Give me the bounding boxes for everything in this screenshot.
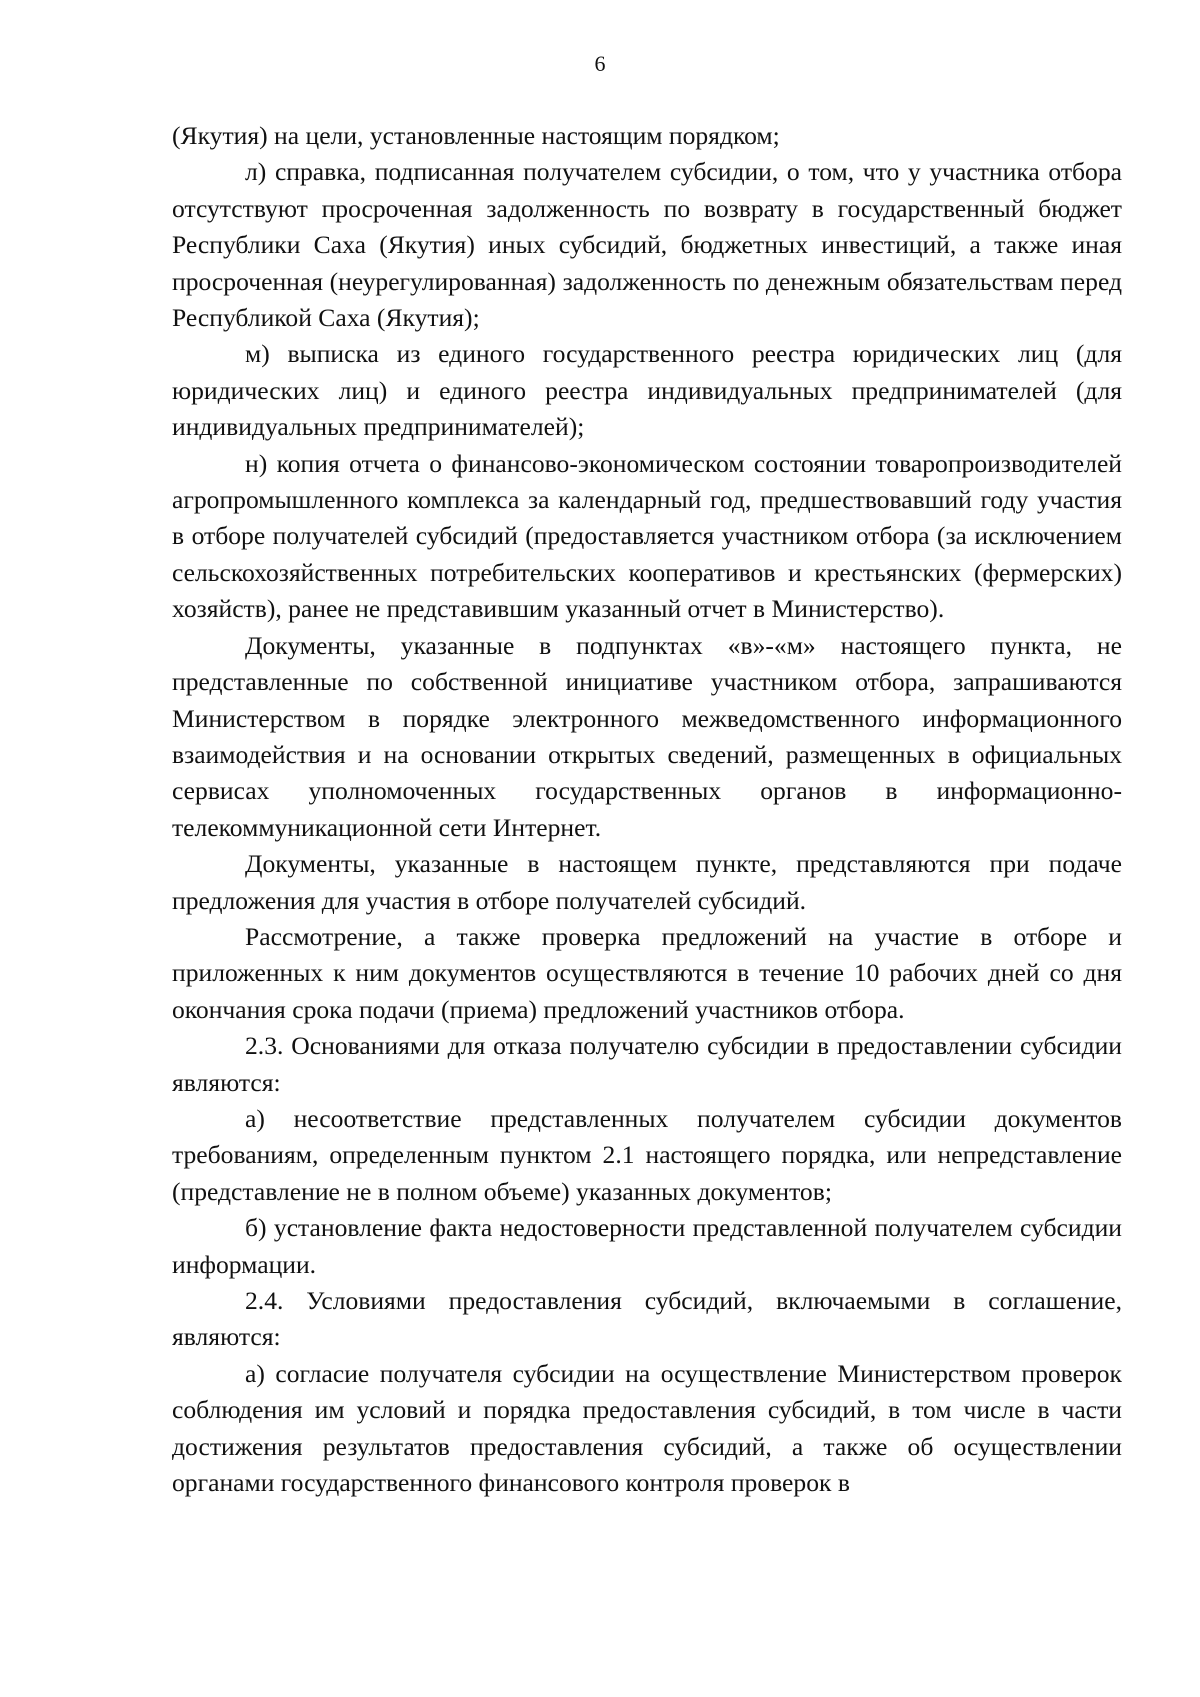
paragraph-documents-submitted: Документы, указанные в настоящем пункте, представляются при подаче предложения для участия в отборе получателей субсидий. bbox=[172, 849, 1122, 915]
paragraph-continuation: (Якутия) на цели, установленные настоящим порядком; bbox=[172, 121, 780, 150]
page-number: 6 bbox=[594, 51, 606, 76]
paragraph-item-2-3-a: а) несоответствие представленных получателем субсидии документов требованиям, определенным пунктом 2.1 настоящего порядка, или непредставление (представление не в полном объеме) указанных документов; bbox=[172, 1103, 1122, 1206]
paragraph-item-2-4-a: а) согласие получателя субсидии на осуществление Министерством проверок соблюдения им условий и порядка предоставления субсидий, в том числе в части достижения результатов предоставления субсидий, а также об осуществлении органами государственного финансового контроля проверок в bbox=[172, 1358, 1122, 1498]
paragraph-documents-requested: Документы, указанные в подпунктах «в»-«м» настоящего пункта, не представленные по собственной инициативе участником отбора, запрашиваются Министерством в порядке электронного межведомственного информационного взаимодействия и на основании открытых сведений, размещенных в официальных сервисах уполномоченных государственных органов в информационно-телекоммуникационной сети Интернет. bbox=[172, 630, 1122, 842]
paragraph-item-n: н) копия отчета о финансово-экономическом состоянии товаропроизводителей агропромышленного комплекса за календарный год, предшествовавший году участия в отборе получателей субсидий (предоставляется участником отбора (за исключением сельскохозяйственных потребительских кооперативов и крестьянских (фермерских) хозяйств), ранее не представившим указанный отчет в Министерство). bbox=[172, 448, 1122, 624]
paragraph-item-m: м) выписка из единого государственного реестра юридических лиц (для юридических лиц) и единого реестра индивидуальных предпринимателей (для индивидуальных предпринимателей); bbox=[172, 339, 1122, 442]
document-body bbox=[172, 118, 1122, 1501]
paragraph-item-l: л) справка, подписанная получателем субсидии, о том, что у участника отбора отсутствуют просроченная задолженность по возврату в государственный бюджет Республики Саха (Якутия) иных субсидий, бюджетных инвестиций, а также иная просроченная (неурегулированная) задолженность по денежным обязательствам перед Республикой Саха (Якутия); bbox=[172, 157, 1122, 333]
paragraph-section-2-3: 2.3. Основаниями для отказа получателю субсидии в предоставлении субсидии являются: bbox=[172, 1031, 1122, 1097]
paragraph-review-period: Рассмотрение, а также проверка предложений на участие в отборе и приложенных к ним документов осуществляются в течение 10 рабочих дней со дня окончания срока подачи (приема) предложений участников отбора. bbox=[172, 921, 1122, 1024]
paragraph-section-2-4: 2.4. Условиями предоставления субсидий, включаемыми в соглашение, являются: bbox=[172, 1286, 1122, 1352]
paragraph-item-2-3-b: б) установление факта недостоверности представленной получателем субсидии информации. bbox=[172, 1213, 1122, 1279]
